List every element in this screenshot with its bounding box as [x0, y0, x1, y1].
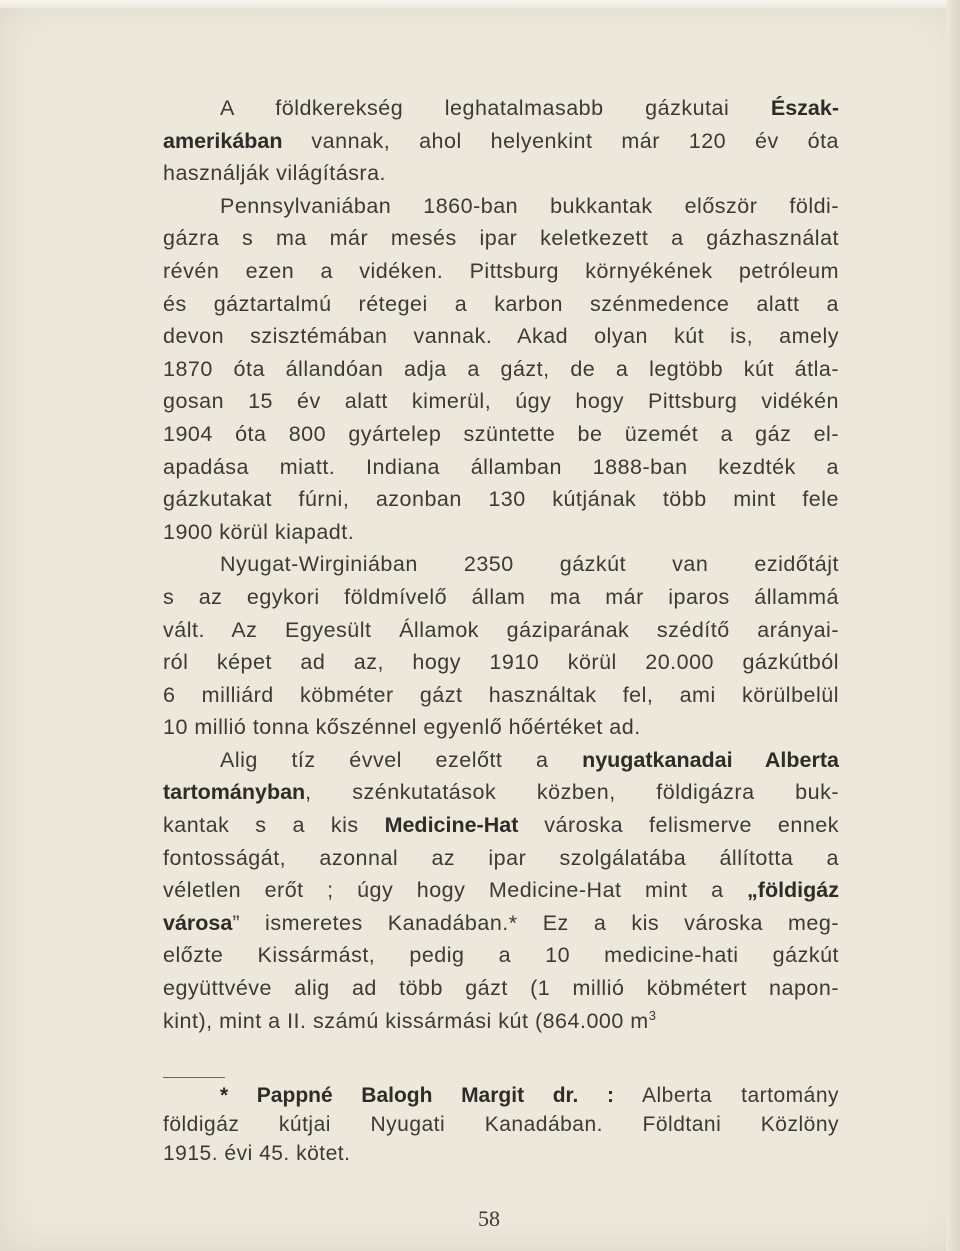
footnote [163, 1081, 839, 1168]
paragraph [163, 744, 839, 1037]
text-span: együttvéve alig ad több gázt (1 millió köbmétert napon- [163, 976, 839, 1001]
footnote-line [163, 1139, 839, 1168]
text-span: kantak s a kis [163, 813, 385, 838]
text-line [163, 809, 839, 842]
text-line [163, 157, 839, 190]
text-span: városka felismerve ennek [518, 813, 839, 838]
text-span: s az egykori földmívelő állam ma már iparos állammá [163, 584, 839, 609]
body-text [163, 92, 839, 1037]
footnote-separator [163, 1077, 225, 1078]
text-line [163, 190, 839, 223]
text-line [163, 972, 839, 1005]
text-span: Alig tíz évvel ezelőtt a [220, 747, 583, 772]
text-span: gosan 15 év alatt kimerül, úgy hogy Pittsburg vidékén [163, 389, 839, 414]
text-line [163, 418, 839, 451]
page-number: 58 [478, 1206, 500, 1231]
text-span: 1915. évi 45. kötet. [163, 1142, 351, 1165]
text-span: révén ezen a vidéken. Pittsburg környékének petróleum [163, 258, 839, 283]
text-span: vannak, ahol helyenkint már 120 év óta [282, 128, 839, 153]
text-span: 6 milliárd köbméter gázt használtak fel, ami körülbelül [163, 682, 839, 707]
text-span: 10 millió tonna kőszénnel egyenlő hőértéket ad. [163, 715, 641, 740]
paragraph [163, 548, 839, 744]
bold-text: tartományban [163, 780, 306, 805]
text-line [163, 125, 839, 158]
text-span: kint), mint a II. számú kissármási kút (864.000 m [163, 1008, 649, 1033]
text-span: gázkutakat fúrni, azonban 130 kútjának több mint fele [163, 487, 839, 512]
text-span: ról képet ad az, hogy 1910 körül 20.000 gázkútból [163, 650, 839, 675]
text-span: vált. Az Egyesült Államok gáziparának szédítő arányai- [163, 617, 839, 642]
text-line [163, 516, 839, 549]
text-line [163, 1005, 839, 1038]
bold-text: * Pappné Balogh Margit dr. : [220, 1084, 614, 1107]
text-line [163, 451, 839, 484]
text-span: Pennsylvaniában 1860-ban bukkantak először földi- [220, 193, 839, 218]
text-span: Alberta tartomány [614, 1084, 840, 1107]
text-span: A földkerekség leghatalmasabb gázkutai [220, 96, 771, 120]
text-span: véletlen erőt ; úgy hogy Medicine-Hat mint a [163, 878, 748, 903]
text-span: használják világításra. [163, 161, 387, 186]
text-line [163, 288, 839, 321]
text-line [163, 939, 839, 972]
superscript: 3 [648, 1007, 657, 1023]
text-span: gázra s ma már mesés ipar keletkezett a gázhasználat [163, 226, 839, 251]
footnote-line [163, 1081, 839, 1110]
text-line [163, 874, 839, 907]
text-line [163, 320, 839, 353]
paragraph [163, 190, 839, 549]
text-span: előzte Kissármást, pedig a 10 medicine-hati gázkút [163, 943, 839, 968]
text-span: 1904 óta 800 gyártelep szüntette be üzemét a gáz el- [163, 421, 839, 446]
text-span: , szénkutatások közben, földigázra buk- [305, 780, 839, 805]
text-line [163, 679, 839, 712]
paragraph [163, 92, 839, 190]
text-span: és gáztartalmú rétegei a karbon szénmedence alatt a [163, 291, 839, 316]
page-top-edge [0, 0, 960, 8]
bold-text: „földigáz [747, 878, 839, 903]
text-line [163, 483, 839, 516]
text-line [163, 614, 839, 647]
bold-text: amerikában [163, 128, 283, 153]
text-line [163, 385, 839, 418]
footnote-line [163, 1110, 839, 1139]
text-span: 1900 körül kiapadt. [163, 519, 355, 544]
bold-text: városa [163, 910, 233, 935]
text-span: ” ismeretes Kanadában.* Ez a kis városka meg- [232, 910, 839, 935]
text-line [163, 776, 839, 809]
text-line [163, 353, 839, 386]
text-line [163, 907, 839, 940]
text-line [163, 842, 839, 875]
text-line [163, 646, 839, 679]
text-span: földigáz kútjai Nyugati Kanadában. Földtani Közlöny [163, 1113, 839, 1136]
text-span: fontosságát, azonnal az ipar szolgálatába állította a [163, 845, 839, 870]
text-line [163, 92, 839, 125]
text-span: devon szisztémában vannak. Akad olyan kút is, amely [163, 324, 839, 349]
text-line [163, 222, 839, 255]
text-span: apadása miatt. Indiana államban 1888-ban kezdték a [163, 454, 839, 479]
text-line [163, 548, 839, 581]
text-span: 1870 óta állandóan adja a gázt, de a legtöbb kút átla- [163, 356, 839, 381]
text-line [163, 744, 839, 777]
bold-text: nyugatkanadai Alberta [582, 747, 839, 772]
bold-text: Észak- [770, 96, 839, 120]
text-line [163, 711, 839, 744]
text-line [163, 581, 839, 614]
bold-text: Medicine-Hat [384, 813, 519, 838]
text-span: Nyugat-Wirginiában 2350 gázkút van ezidőtájt [220, 552, 839, 577]
page-right-edge [946, 0, 960, 1251]
text-line [163, 255, 839, 288]
